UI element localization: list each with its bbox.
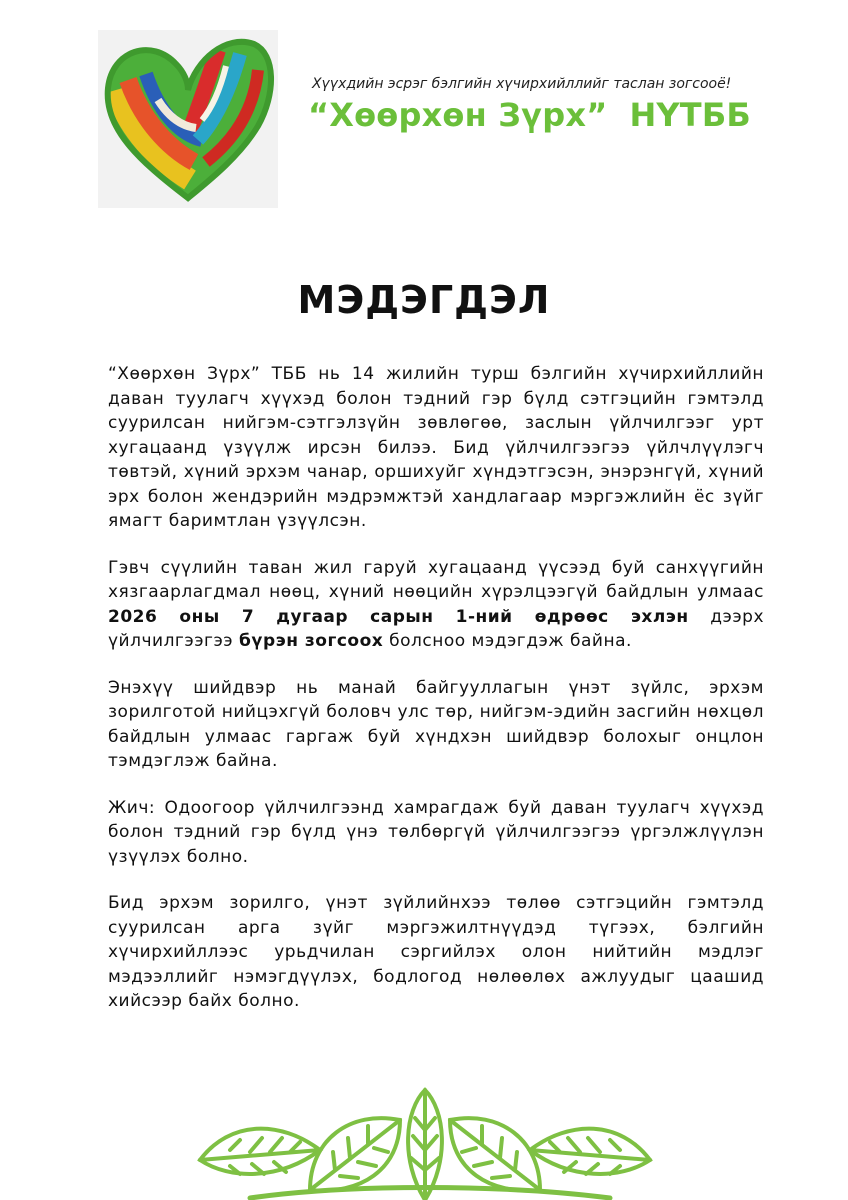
paragraph-3: Энэхүү шийдвэр нь манай байгууллагын үнэт зүйлс, эрхэм зорилготой нийцэхгүй боловч улс төр, нийгэм-эдийн засгийн нөхцөл байдлын улмаас гаргаж буй хүндхэн шийдвэр болохыг онцлон тэмдэглэж байна. (108, 677, 764, 771)
paragraph-2-date-bold: 2026 оны 7 дугаар сарын 1-ний өдрөөс эхлэн (108, 606, 689, 627)
paragraph-4: Жич: Одоогоор үйлчилгээнд хамрагдаж буй даван туулагч хүүхэд болон тэдний гэр бүлд үнэ төлбөргүй үйлчилгээгээ үргэлжлүүлэн үзүүлэх болно. (108, 797, 764, 867)
tagline: Хүүхдийн эсрэг бэлгийн хүчирхийллийг таслан зогсооё! (312, 76, 732, 92)
paragraph-5: Бид эрхэм зорилго, үнэт зүйлийнхээ төлөө сэтгэцийн гэмтэлд суурилсан арга зүйг мэргэжилтнүүдэд түгээх, бэлгийн хүчирхийллээс урьдчилан сэргийлэх олон нийтийн мэдлэг мэдээллийг нэмэгдүүлэх, бодлогод нөлөөлөх ажлуудыг цаашид хийсээр байх болно. (108, 893, 764, 1011)
organization-suffix: НҮТББ (629, 96, 751, 134)
paragraph-1: “Хөөрхөн Зүрх” ТББ нь 14 жилийн турш бэлгийн хүчирхийллийн даван туулагч хүүхэд болон тэдний гэр бүлд сэтгэцийн гэмтэлд суурилсан нийгэм-сэтгэлзүйн зөвлөгөө, заслын үйлчилгээг урт хугацаанд үзүүлж ирсэн билээ. Бид үйлчилгээгээ үйлчлүүлэгч төвтэй, хүний эрхэм чанар, оршихуйг хүндэтгэсэн, энэрэнгүй, хүний эрх болон жендэрийн мэдрэмжтэй хандлагаар мэргэжлийн ёс зүйг ямагт баримтлан үзүүлсэн. (108, 364, 764, 531)
paragraph-2-stop-bold: бүрэн зогсоох (239, 631, 384, 651)
paragraph-2-text-a: Гэвч сүүлийн таван жил гаруй хугацаанд үүсээд буй санхүүгийн хязгаарлагдмал нөөц, хүний нөөцийн хүрэлцээгүй байдлын улмаас (108, 557, 764, 602)
rainbow-heart-logo-icon (98, 30, 278, 208)
paragraph-2-text-c: дээрх үйлчилгээгээ (108, 606, 765, 651)
page-title: МЭДЭГДЭЛ (297, 278, 551, 322)
organization-name (308, 96, 768, 134)
paragraph-2 (108, 556, 764, 654)
notice-body (108, 362, 764, 1036)
green-leaves-icon (190, 1080, 660, 1200)
paragraph-2-text-e: болсноо мэдэгдэж байна. (383, 631, 632, 651)
organization-title: “Хөөрхөн Зүрх” (308, 96, 608, 134)
